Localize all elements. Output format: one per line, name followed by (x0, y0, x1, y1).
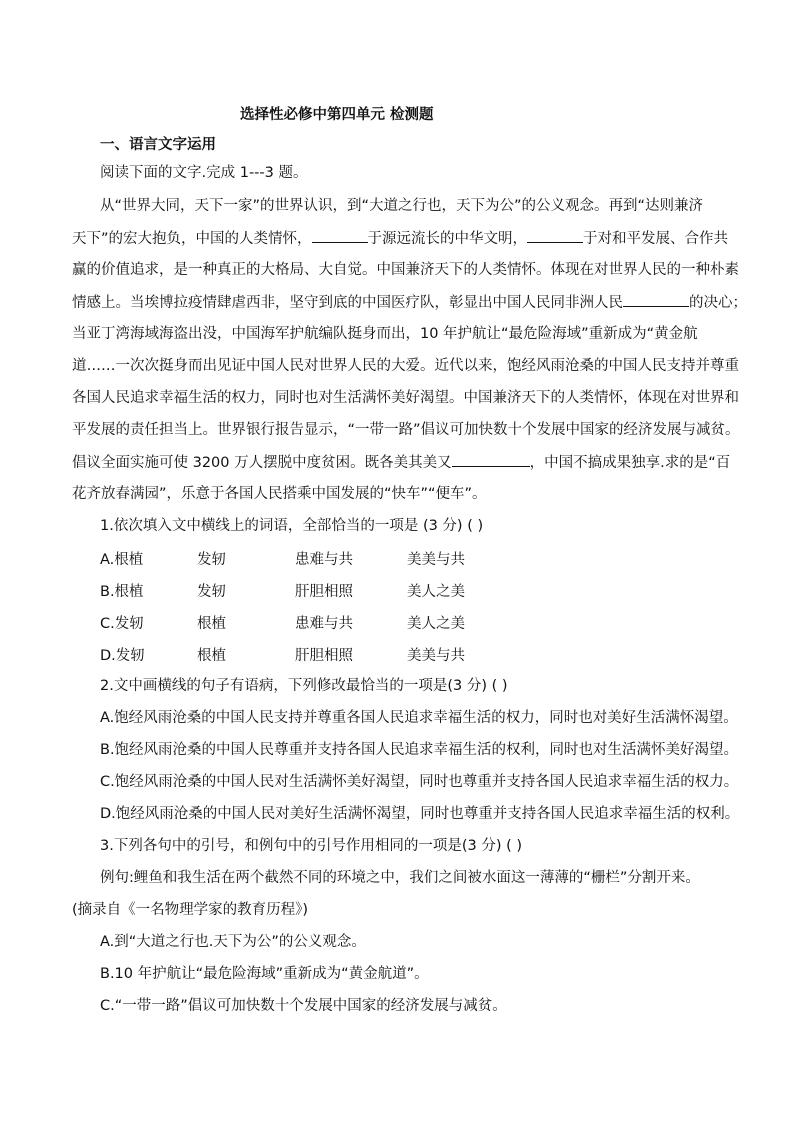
choice-term: 患难与共 (295, 616, 353, 632)
choice-term: 根植 (197, 616, 226, 632)
passage-text: ，中国不搞成果独享.求的是“百 (529, 455, 731, 471)
passage-text: 于对和平发展、合作共 (583, 231, 729, 247)
example-source: (摘录自《一名物理学家的教育历程》) (72, 902, 309, 918)
fill-blank (527, 228, 583, 243)
choice-label: D.发轫 (100, 648, 145, 664)
choice-term: 美美与共 (407, 552, 465, 568)
choice-term: 美人之美 (407, 616, 465, 632)
choice-option: B.饱经风雨沧桑的中国人民尊重并支持各国人民追求幸福生活的权利，同时也对生活满怀美好渴望。 (100, 742, 739, 758)
passage-text: 情感上。当埃博拉疫情肆虐西非，坚守到底的中国医疗队，彰显出中国人民同非洲人民 (72, 295, 623, 311)
question-stem: 3.下列各句中的引号，和例句中的引号作用相同的一项是(3 分) ( ) (100, 838, 523, 854)
passage-line: 各国人民追求幸福生活的权力，同时也对生活满怀美好渴望。中国兼济天下的人类情怀，体现在对世界和 (72, 390, 739, 406)
passage-line (72, 292, 747, 313)
question-stem: 1.依次填入文中横线上的词语，全部恰当的一项是 (3 分) ( ) (100, 518, 484, 534)
passage-line: 当亚丁湾海域海盗出没，中国海军护航编队挺身而出，10 年护航让“最危险海域”重新成为“黄金航 (72, 326, 698, 342)
passage-line (72, 452, 730, 473)
passage-text: 倡议全面实施可使 3200 万人摆脱中度贫困。既各美其美又 (72, 455, 452, 471)
passage-text: 于源远流长的中华文明， (367, 231, 528, 247)
choice-term: 肝胆相照 (295, 648, 353, 664)
choice-label: C.发轫 (100, 616, 144, 632)
page-title: 选择性必修中第四单元 检测题 (240, 107, 434, 123)
choice-term: 美美与共 (407, 648, 465, 664)
fill-blank (623, 292, 689, 307)
choice-term: 发轫 (197, 552, 226, 568)
choice-option: C.饱经风雨沧桑的中国人民对生活满怀美好渴望，同时也尊重并支持各国人民追求幸福生活的权力。 (100, 774, 739, 790)
passage-line: 从“世界大同，天下一家”的世界认识，到“大道之行也，天下为公”的公义观念。再到“达则兼济 (100, 198, 704, 214)
choice-label: A.根植 (100, 552, 144, 568)
choice-option: B.10 年护航让“最危险海域”重新成为“黄金航道”。 (100, 966, 429, 982)
choice-option: A.到“大道之行也.天下为公”的公义观念。 (100, 934, 366, 950)
choice-option: D.饱经风雨沧桑的中国人民对美好生活满怀渴望，同时也尊重并支持各国人民追求幸福生活的权利。 (100, 806, 740, 822)
passage-text: 天下”的宏大抱负，中国的人类情怀， (72, 231, 312, 247)
passage-line (72, 228, 728, 249)
example-sentence: 例句:鲤鱼和我生活在两个截然不同的环境之中，我们之间被水面这一薄薄的“栅栏”分割开来。 (100, 870, 700, 886)
passage-line: 赢的价值追求，是一种真正的大格局、大自觉。中国兼济天下的人类情怀。体现在对世界人民的一种朴素 (72, 262, 739, 278)
section-heading: 一、语言文字运用 (100, 137, 216, 153)
choice-option: C.“一带一路”倡议可加快数十个发展中国家的经济发展与减贫。 (100, 998, 507, 1014)
choice-term: 美人之美 (407, 584, 465, 600)
passage-intro: 阅读下面的文字.完成 1---3 题。 (100, 165, 308, 181)
passage-line: 道……一次次挺身而出见证中国人民对世界人民的大爱。近代以来，饱经风雨沧桑的中国人民支持并尊重 (72, 358, 739, 374)
passage-line: 平发展的责任担当上。世界银行报告显示，“一带一路”倡议可加快数十个发展中国家的经济发展与减贫。 (72, 422, 740, 438)
question-stem: 2.文中画横线的句子有语病，下列修改最恰当的一项是(3 分) ( ) (100, 678, 508, 694)
choice-term: 根植 (197, 648, 226, 664)
fill-blank (312, 228, 368, 243)
choice-label: B.根植 (100, 584, 144, 600)
choice-term: 发轫 (197, 584, 226, 600)
choice-term: 患难与共 (295, 552, 353, 568)
choice-term: 肝胆相照 (295, 584, 353, 600)
passage-text: 的决心； (689, 295, 747, 311)
choice-option: A.饱经风雨沧桑的中国人民支持并尊重各国人民追求幸福生活的权力，同时也对美好生活满怀渴望。 (100, 710, 738, 726)
fill-blank (452, 452, 530, 467)
passage-line: 花齐放春满园”，乐意于各国人民搭乘中国发展的“快车”“便车”。 (72, 486, 487, 502)
